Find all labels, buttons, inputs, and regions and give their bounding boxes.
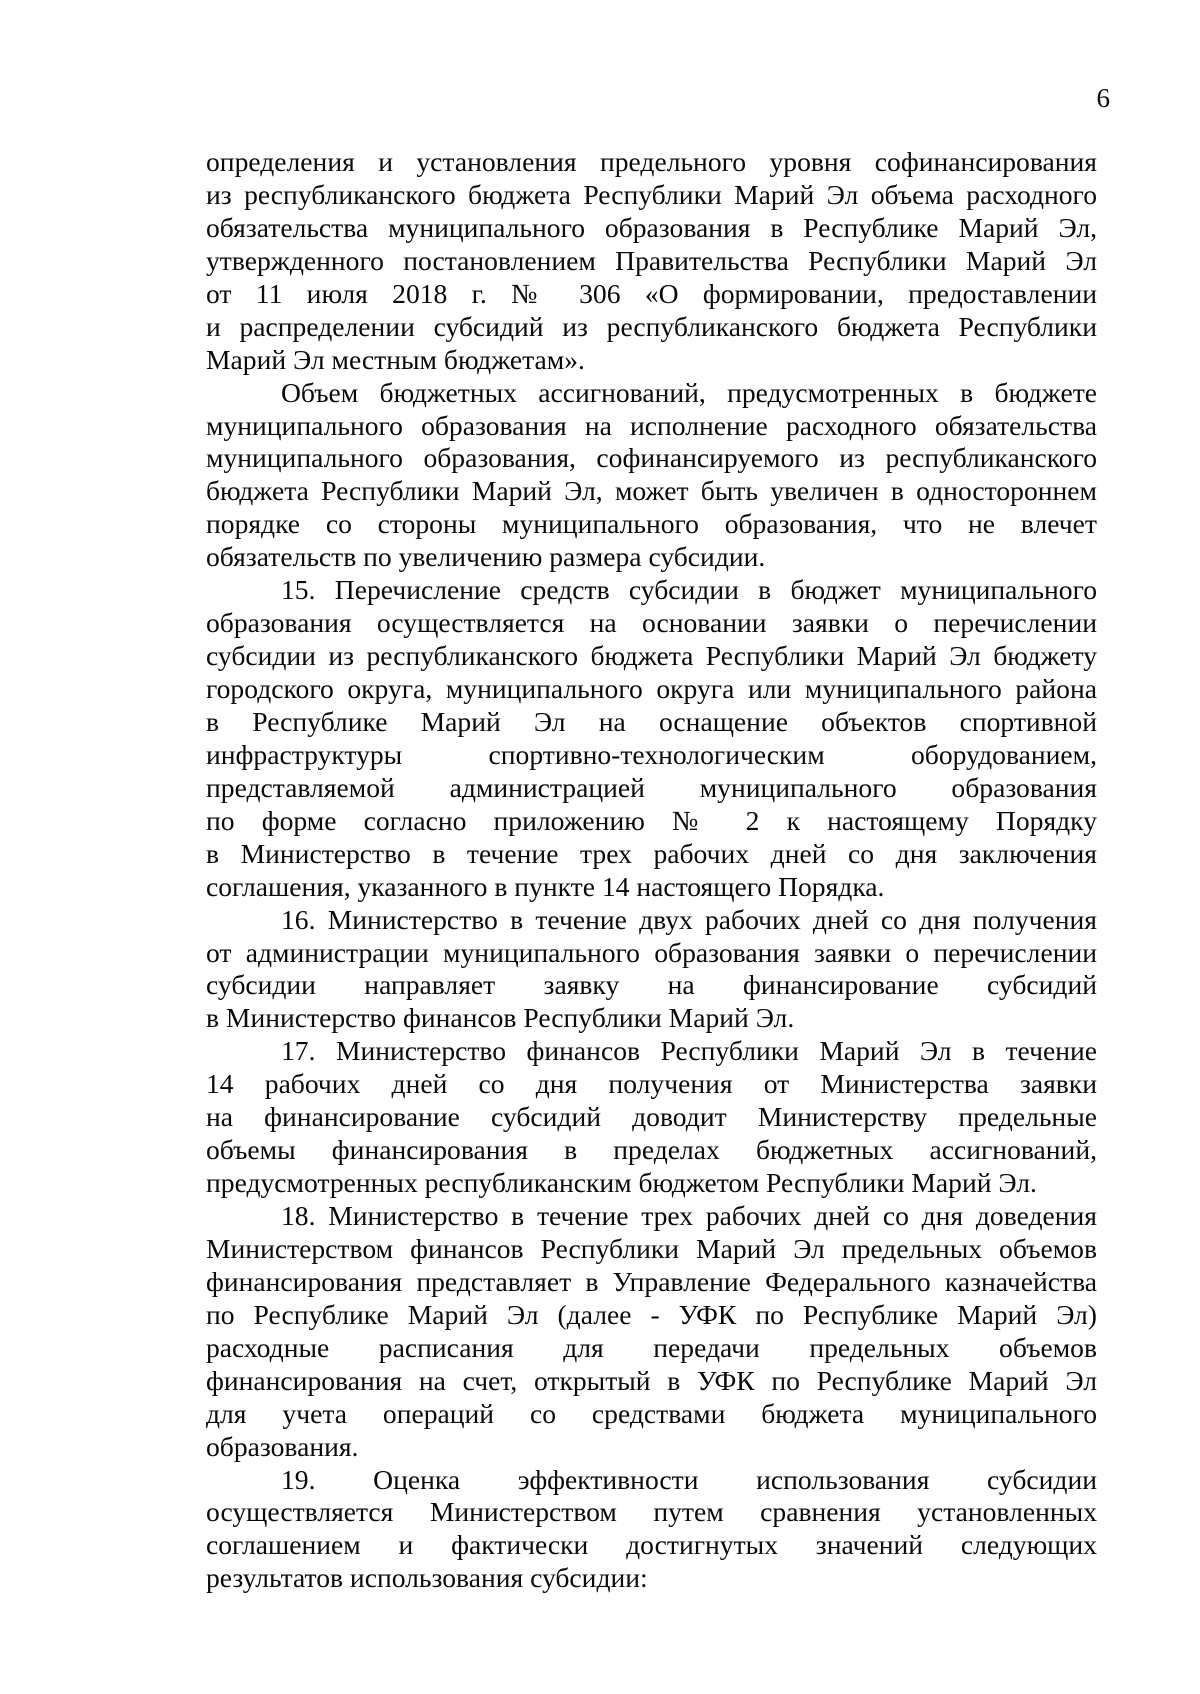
text-line: для учета операций со средствами бюджета муниципального xyxy=(206,1397,1097,1429)
paragraph xyxy=(206,904,1097,1036)
paragraph xyxy=(206,1464,1097,1596)
text-line: муниципального образования на исполнение расходного обязательства xyxy=(206,409,1097,441)
text-line: соглашением и фактически достигнутых значений следующих xyxy=(206,1529,1097,1561)
text-line: 14 рабочих дней со дня получения от Министерства заявки xyxy=(206,1068,1097,1100)
paragraph xyxy=(206,574,1097,903)
text-line: в Министерство финансов Республики Марий Эл. xyxy=(206,1002,795,1034)
text-line: 19. Оценка эффективности использования субсидии xyxy=(281,1463,1097,1495)
text-line: объемы финансирования в пределах бюджетных ассигнований, xyxy=(206,1134,1097,1166)
text-line: Марий Эл местным бюджетам». xyxy=(206,343,585,375)
text-line: осуществляется Министерством путем сравнения установленных xyxy=(206,1496,1097,1528)
text-line: 18. Министерство в течение трех рабочих дней со дня доведения xyxy=(281,1200,1097,1231)
text-line: финансирования представляет в Управление Федерального казначейства xyxy=(206,1265,1097,1297)
text-line: субсидии направляет заявку на финансирование субсидий xyxy=(206,969,1097,1001)
text-line: расходные расписания для передачи предельных объемов xyxy=(206,1331,1097,1363)
paragraph xyxy=(206,1200,1097,1464)
text-line: 17. Министерство финансов Республики Марий Эл в течение xyxy=(281,1035,1097,1067)
text-line: образования. xyxy=(206,1430,359,1462)
text-line: обязательства муниципального образования в Республике Марий Эл, xyxy=(206,211,1097,243)
text-line: на финансирование субсидий доводит Министерству предельные xyxy=(206,1101,1097,1133)
text-line: городского округа, муниципального округа или муниципального района xyxy=(206,673,1097,704)
text-line: представляемой администрацией муниципального образования xyxy=(206,771,1097,803)
text-line: по Республике Марий Эл (далее - УФК по Республике Марий Эл) xyxy=(206,1298,1097,1330)
text-line: от администрации муниципального образования заявки о перечислении xyxy=(206,936,1097,968)
text-line: в Республике Марий Эл на оснащение объектов спортивной xyxy=(206,705,1097,737)
text-line: результатов использования субсидии: xyxy=(206,1562,648,1594)
text-line: образования осуществляется на основании заявки о перечислении xyxy=(206,607,1097,639)
text-line: Объем бюджетных ассигнований, предусмотренных в бюджете xyxy=(281,376,1097,408)
page-number: 6 xyxy=(1096,83,1110,113)
text-line: обязательств по увеличению размера субсидии. xyxy=(206,541,766,573)
text-line: по форме согласно приложению № 2 к настоящему Порядку xyxy=(206,804,1097,836)
paragraph xyxy=(206,146,1097,377)
text-line: порядке со стороны муниципального образования, что не влечет xyxy=(206,508,1097,540)
text-line: утвержденного постановлением Правительства Республики Марий Эл xyxy=(206,244,1097,276)
paragraph xyxy=(206,1035,1097,1200)
text-line: Министерством финансов Республики Марий Эл предельных объемов xyxy=(206,1232,1097,1264)
paragraph xyxy=(206,377,1097,575)
text-line: предусмотренных республиканским бюджетом Республики Марий Эл. xyxy=(206,1167,1037,1199)
text-line: и распределении субсидий из республиканского бюджета Республики xyxy=(206,310,1097,342)
text-line: муниципального образования, софинансируемого из республиканского xyxy=(206,442,1097,474)
text-line: 15. Перечисление средств субсидии в бюджет муниципального xyxy=(281,574,1097,606)
text-line: соглашения, указанного в пункте 14 настоящего Порядка. xyxy=(206,870,885,902)
text-line: бюджета Республики Марий Эл, может быть увеличен в одностороннем xyxy=(206,475,1097,507)
text-line: из республиканского бюджета Республики Марий Эл объема расходного xyxy=(206,178,1097,210)
text-line: финансирования на счет, открытый в УФК по Республике Марий Эл xyxy=(206,1364,1097,1396)
text-line: субсидии из республиканского бюджета Республики Марий Эл бюджету xyxy=(206,640,1097,672)
text-line: 16. Министерство в течение двух рабочих дней со дня получения xyxy=(281,903,1097,935)
text-line: определения и установления предельного уровня софинансирования xyxy=(206,146,1097,177)
text-line: инфраструктуры спортивно-технологическим оборудованием, xyxy=(206,738,1097,770)
text-line: от 11 июля 2018 г. № 306 «О формировании, предоставлении xyxy=(206,277,1097,309)
text-line: в Министерство в течение трех рабочих дней со дня заключения xyxy=(206,837,1097,869)
document-body xyxy=(206,146,1097,1595)
